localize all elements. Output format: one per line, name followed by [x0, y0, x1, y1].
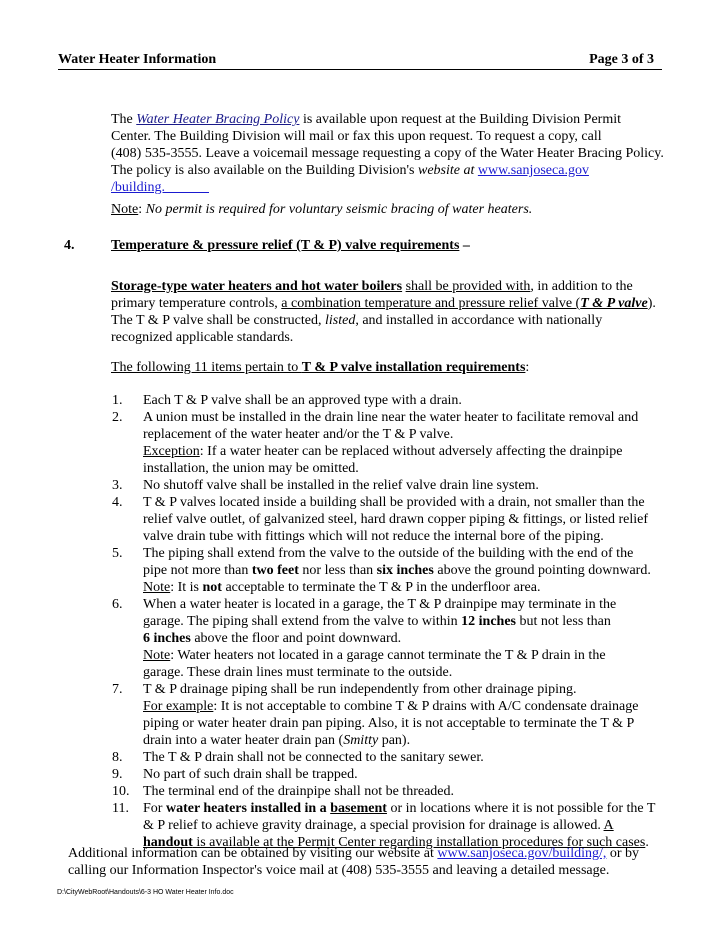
list-item: T & P valves located inside a building shall be provided with a drain, not smaller than the — [143, 495, 645, 510]
closing-line-1: Additional information can be obtained by visiting our website at www.sanjoseca.gov/building/, or by — [68, 846, 640, 861]
item-number: 8. — [112, 750, 123, 765]
list-item: Each T & P valve shall be an approved type with a drain. — [143, 393, 462, 408]
list-item-cont: 6 inches above the floor and point downward. — [143, 631, 402, 646]
tp-para-line-2: primary temperature controls, a combination temperature and pressure relief valve (T & P valve). — [111, 296, 656, 311]
list-item: The T & P drain shall not be connected to the sanitary sewer. — [143, 750, 484, 765]
list-item-cont: pipe not more than two feet nor less than six inches above the ground pointing downward. — [143, 563, 651, 578]
list-item-cont: installation, the union may be omitted. — [143, 461, 359, 476]
items-intro: The following 11 items pertain to T & P valve installation requirements: — [111, 360, 530, 375]
list-item: For water heaters installed in a basement or in locations where it is not possible for the T — [143, 801, 656, 816]
list-item-cont: valve drain tube with fittings which will not reduce the internal bore of the piping. — [143, 529, 604, 544]
list-item: No part of such drain shall be trapped. — [143, 767, 358, 782]
list-item: When a water heater is located in a garage, the T & P drainpipe may terminate in the — [143, 597, 617, 612]
item-number: 10. — [112, 784, 130, 799]
tp-para-line-3: The T & P valve shall be constructed, listed, and installed in accordance with nationally — [111, 313, 603, 328]
policy-line-2: Center. The Building Division will mail or fax this upon request. To request a copy, call — [111, 129, 602, 144]
policy-note: Note: No permit is required for voluntary seismic bracing of water heaters. — [111, 202, 533, 217]
header-title: Water Heater Information — [58, 52, 217, 67]
file-path-footer: D:\CityWebRoot\Handouts\6-3 HO Water Heater Info.doc — [57, 889, 234, 896]
policy-line-3: (408) 535-3555. Leave a voicemail message requesting a copy of the Water Heater Bracing Policy. — [111, 146, 664, 161]
list-item-cont: garage. The piping shall extend from the valve to within 12 inches but not less than — [143, 614, 611, 629]
page-header — [58, 52, 662, 70]
list-item-cont: handout is available at the Permit Center regarding installation procedures for such cases. — [143, 835, 649, 850]
item-number: 6. — [112, 597, 123, 612]
building-website-link[interactable]: www.sanjoseca.gov/building/, — [437, 846, 607, 861]
item-number: 4. — [112, 495, 123, 510]
item-note: Note: It is not acceptable to terminate the T & P in the underfloor area. — [143, 580, 541, 595]
item-number: 9. — [112, 767, 123, 782]
item-example: For example: It is not acceptable to combine T & P drains with A/C condensate drainage — [143, 699, 639, 714]
page-number: Page 3 of 3 — [589, 52, 654, 67]
policy-line-1: The Water Heater Bracing Policy is available upon request at the Building Division Permit — [111, 112, 621, 127]
list-item: No shutoff valve shall be installed in the relief valve drain line system. — [143, 478, 539, 493]
list-item-cont: replacement of the water heater and/or the T & P valve. — [143, 427, 454, 442]
list-item: The piping shall extend from the valve to the outside of the building with the end of the — [143, 546, 634, 561]
closing-line-2: calling our Information Inspector's voice mail at (408) 535-3555 and leaving a detailed message. — [68, 863, 610, 878]
item-number: 3. — [112, 478, 123, 493]
policy-line-5 — [111, 179, 209, 196]
section-number: 4. — [64, 238, 75, 253]
item-number: 11. — [112, 801, 129, 816]
item-number: 5. — [112, 546, 123, 561]
list-item: A union must be installed in the drain line near the water heater to facilitate removal and — [143, 410, 639, 425]
item-number: 2. — [112, 410, 123, 425]
item-exception: Exception: If a water heater can be replaced without adversely affecting the drainpipe — [143, 444, 623, 459]
section-heading: Temperature & pressure relief (T & P) valve requirements – — [111, 238, 470, 253]
website-link-cont[interactable]: /building. — [111, 180, 166, 195]
website-link[interactable]: www.sanjoseca.gov — [477, 163, 589, 178]
policy-line-4: The policy is also available on the Building Division's website at www.sanjoseca.gov — [111, 163, 589, 178]
list-item-cont: relief valve outlet, of galvanized steel, hard drawn copper piping & fittings, or listed relief — [143, 512, 648, 527]
list-item-cont: & P relief to achieve gravity drainage, a special provision for drainage is allowed. A — [143, 818, 614, 833]
tp-para-line-4: recognized applicable standards. — [111, 330, 294, 345]
list-item: The terminal end of the drainpipe shall not be threaded. — [143, 784, 455, 799]
item-number: 7. — [112, 682, 123, 697]
list-item-cont: piping or water heater drain pan piping. Also, it is not acceptable to terminate the T & P — [143, 716, 635, 731]
item-number: 1. — [112, 393, 123, 408]
bracing-policy-title: Water Heater Bracing Policy — [136, 112, 300, 127]
list-item: T & P drainage piping shall be run independently from other drainage piping. — [143, 682, 577, 697]
list-item-cont: drain into a water heater drain pan (Smitty pan). — [143, 733, 411, 748]
tp-para-line-1: Storage-type water heaters and hot water boilers shall be provided with, in addition to the — [111, 279, 633, 294]
list-item-cont: garage. These drain lines must terminate to the outside. — [143, 665, 453, 680]
item-note: Note: Water heaters not located in a garage cannot terminate the T & P drain in the — [143, 648, 606, 663]
